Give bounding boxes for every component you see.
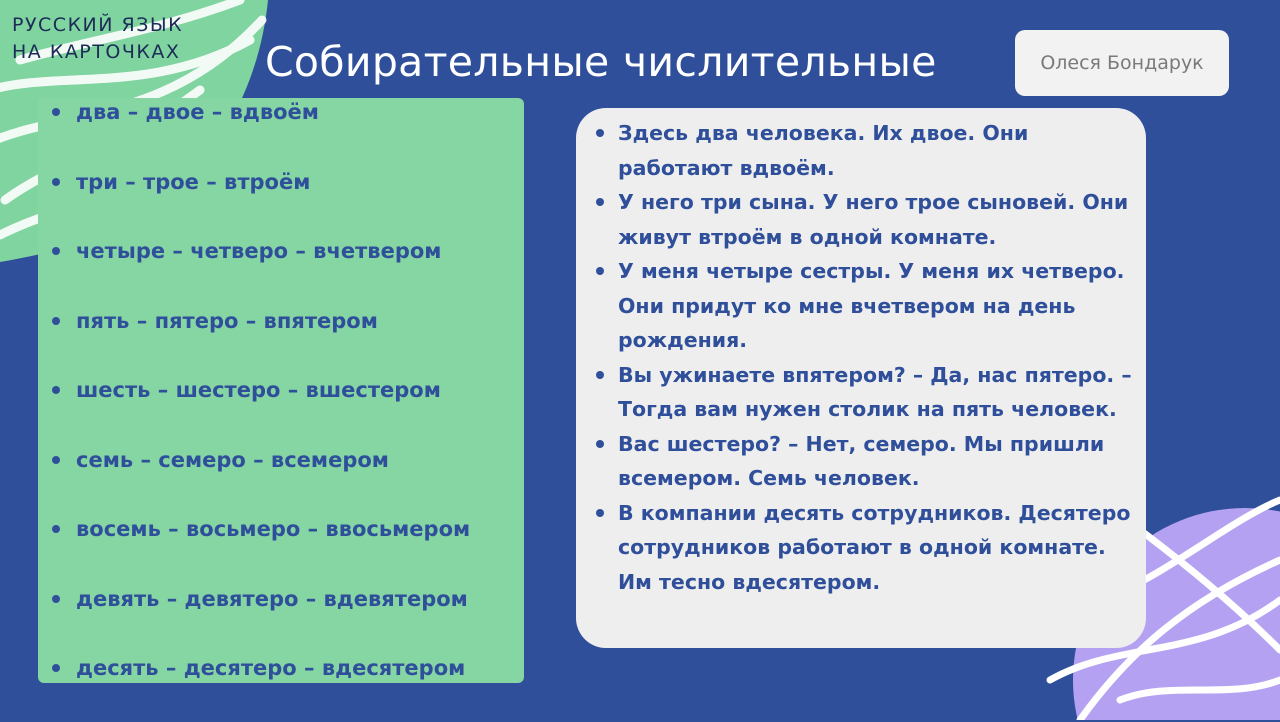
list-item bbox=[48, 444, 538, 514]
list-item-text: десять – десятеро – вдесятером bbox=[76, 656, 466, 680]
list-item-text: шесть – шестеро – вшестером bbox=[76, 378, 441, 402]
list-item-text: восемь – восьмеро – ввосьмером bbox=[76, 517, 471, 541]
example-text: Вас шестеро? – Нет, семеро. Мы пришли всемером. Семь человек. bbox=[618, 431, 1105, 490]
list-item bbox=[48, 583, 538, 653]
example-item bbox=[592, 358, 1137, 427]
list-item-text: три – трое – втроём bbox=[76, 169, 311, 194]
bullet-icon bbox=[52, 664, 60, 672]
bullet-icon bbox=[52, 386, 60, 394]
numerals-list bbox=[48, 96, 538, 722]
examples-list bbox=[592, 116, 1137, 599]
example-text: У меня четыре сестры. У меня их четверо. Они придут ко мне вчетвером на день рождения. bbox=[618, 259, 1125, 352]
example-item bbox=[592, 427, 1137, 496]
list-item-text: семь – семеро – всемером bbox=[76, 447, 389, 472]
brand-line-2: НА КАРТОЧКАХ bbox=[12, 41, 181, 63]
bullet-icon bbox=[596, 509, 604, 517]
bullet-icon bbox=[52, 178, 60, 186]
bullet-icon bbox=[52, 595, 60, 603]
bullet-icon bbox=[596, 267, 604, 275]
bullet-icon bbox=[596, 129, 604, 137]
bullet-icon bbox=[52, 317, 60, 325]
example-text: Здесь два человека. Их двое. Они работают вдвоём. bbox=[618, 121, 1029, 180]
bullet-icon bbox=[596, 440, 604, 448]
bullet-icon bbox=[52, 456, 60, 464]
list-item bbox=[48, 652, 538, 722]
bullet-icon bbox=[596, 371, 604, 379]
example-text: Вы ужинаете впятером? – Да, нас пятеро. – Тогда вам нужен столик на пять человек. bbox=[618, 362, 1132, 421]
example-item bbox=[592, 496, 1137, 600]
list-item bbox=[48, 513, 538, 583]
bullet-icon bbox=[596, 198, 604, 206]
bullet-icon bbox=[52, 247, 60, 255]
list-item-text: два – двое – вдвоём bbox=[76, 100, 319, 124]
brand-logo-text bbox=[12, 12, 183, 66]
list-item-text: девять – девятеро – вдевятером bbox=[76, 586, 468, 611]
list-item bbox=[48, 235, 538, 305]
list-item-text: четыре – четверо – вчетвером bbox=[76, 239, 442, 263]
example-text: В компании десять сотрудников. Десятеро сотрудников работают в одной комнате. Им тесно вдесятером. bbox=[618, 500, 1131, 594]
example-text: У него три сына. У него трое сыновей. Они живут втроём в одной комнате. bbox=[618, 190, 1129, 249]
list-item-text: пять – пятеро – впятером bbox=[76, 308, 378, 333]
example-item bbox=[592, 116, 1137, 185]
bullet-icon bbox=[52, 525, 60, 533]
bullet-icon bbox=[52, 108, 60, 116]
list-item bbox=[48, 305, 538, 375]
example-item bbox=[592, 254, 1137, 358]
page-title: Собирательные числительные bbox=[265, 38, 937, 86]
list-item bbox=[48, 374, 538, 444]
author-badge: Олеся Бондарук bbox=[1015, 30, 1229, 96]
example-item bbox=[592, 185, 1137, 254]
list-item bbox=[48, 96, 538, 166]
brand-line-1: РУССКИЙ ЯЗЫК bbox=[12, 14, 184, 36]
list-item bbox=[48, 166, 538, 236]
